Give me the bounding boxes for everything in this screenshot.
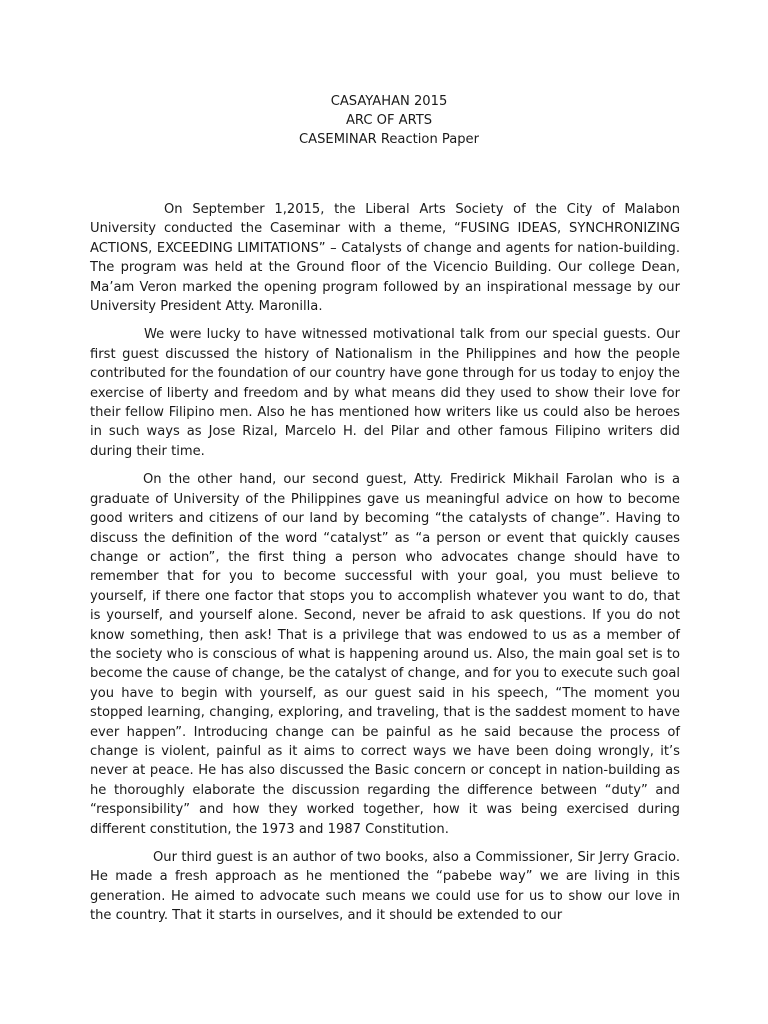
paragraph-third-guest: Our third guest is an author of two books, also a Commissioner, Sir Jerry Gracio. He made a fresh approach as he mentioned the “pabebe way” we are living in this generation. He aimed to advocate such means we could use for us to show our love in the country. That it starts in ourselves, and it should be extended to our <box>90 850 680 924</box>
paragraph-intro: On September 1,2015, the Liberal Arts Society of the City of Malabon University conducted the Caseminar with a theme, “FUSING IDEAS, SYNCHRONIZING ACTIONS, EXCEEDING LIMITATIONS” – Catalysts of change and agents for nation-building. The program was held at the Ground floor of the Vicencio Building. Our college Dean, Ma’am Veron marked the opening program followed by an inspirational message by our University President Atty. Maronilla. <box>90 202 680 315</box>
paragraph-second-guest: On the other hand, our second guest, Atty. Fredirick Mikhail Farolan who is a graduate of University of the Philippines gave us meaningful advice on how to become good writers and citizens of our land by becoming “the catalysts of change”. Having to discuss the definition of the word “catalyst” as “a person or event that quickly causes change or action”, the first thing a person who advocates change should have to remember that for you to become successful with your goal, you must believe to yourself, if there one factor that stops you to accomplish whatever you want to do, that is yourself, and yourself alone. Second, never be afraid to ask questions. If you do not know something, then ask! That is a privilege that was endowed to us as a member of the society who is conscious of what is happening around us. Also, the main goal set is to become the cause of change, be the catalyst of change, and for you to execute such goal you have to begin with yourself, as our guest said in his speech, “The moment you stopped learning, changing, exploring, and traveling, that is the saddest moment to have ever happen”. Introducing change can be painful as he said because the process of change is violent, painful as it aims to correct ways we have been doing wrongly, it’s never at peace. He has also discussed the Basic concern or concept in nation-building as he thoroughly elaborate the discussion regarding the difference between “duty” and “responsibility” and how they worked together, how it was being exercised during different constitution, the 1973 and 1987 Constitution. <box>90 472 680 837</box>
paragraph-first-guest: We were lucky to have witnessed motivational talk from our special guests. Our first guest discussed the history of Nationalism in the Philippines and how the people contributed for the foundation of our country have gone through for us today to enjoy the exercise of liberty and freedom and by what means did they used to show their love for their fellow Filipino men. Also he has mentioned how writers like us could also be heroes in such ways as Jose Rizal, Marcelo H. del Pilar and other famous Filipino writers did during their time. <box>90 327 680 459</box>
header-event-title: CASAYAHAN 2015 <box>330 94 448 109</box>
document-header <box>98 92 680 149</box>
document-page <box>90 92 680 926</box>
header-paper-title: CASEMINAR Reaction Paper <box>299 132 479 147</box>
header-theme: ARC OF ARTS <box>345 113 433 128</box>
